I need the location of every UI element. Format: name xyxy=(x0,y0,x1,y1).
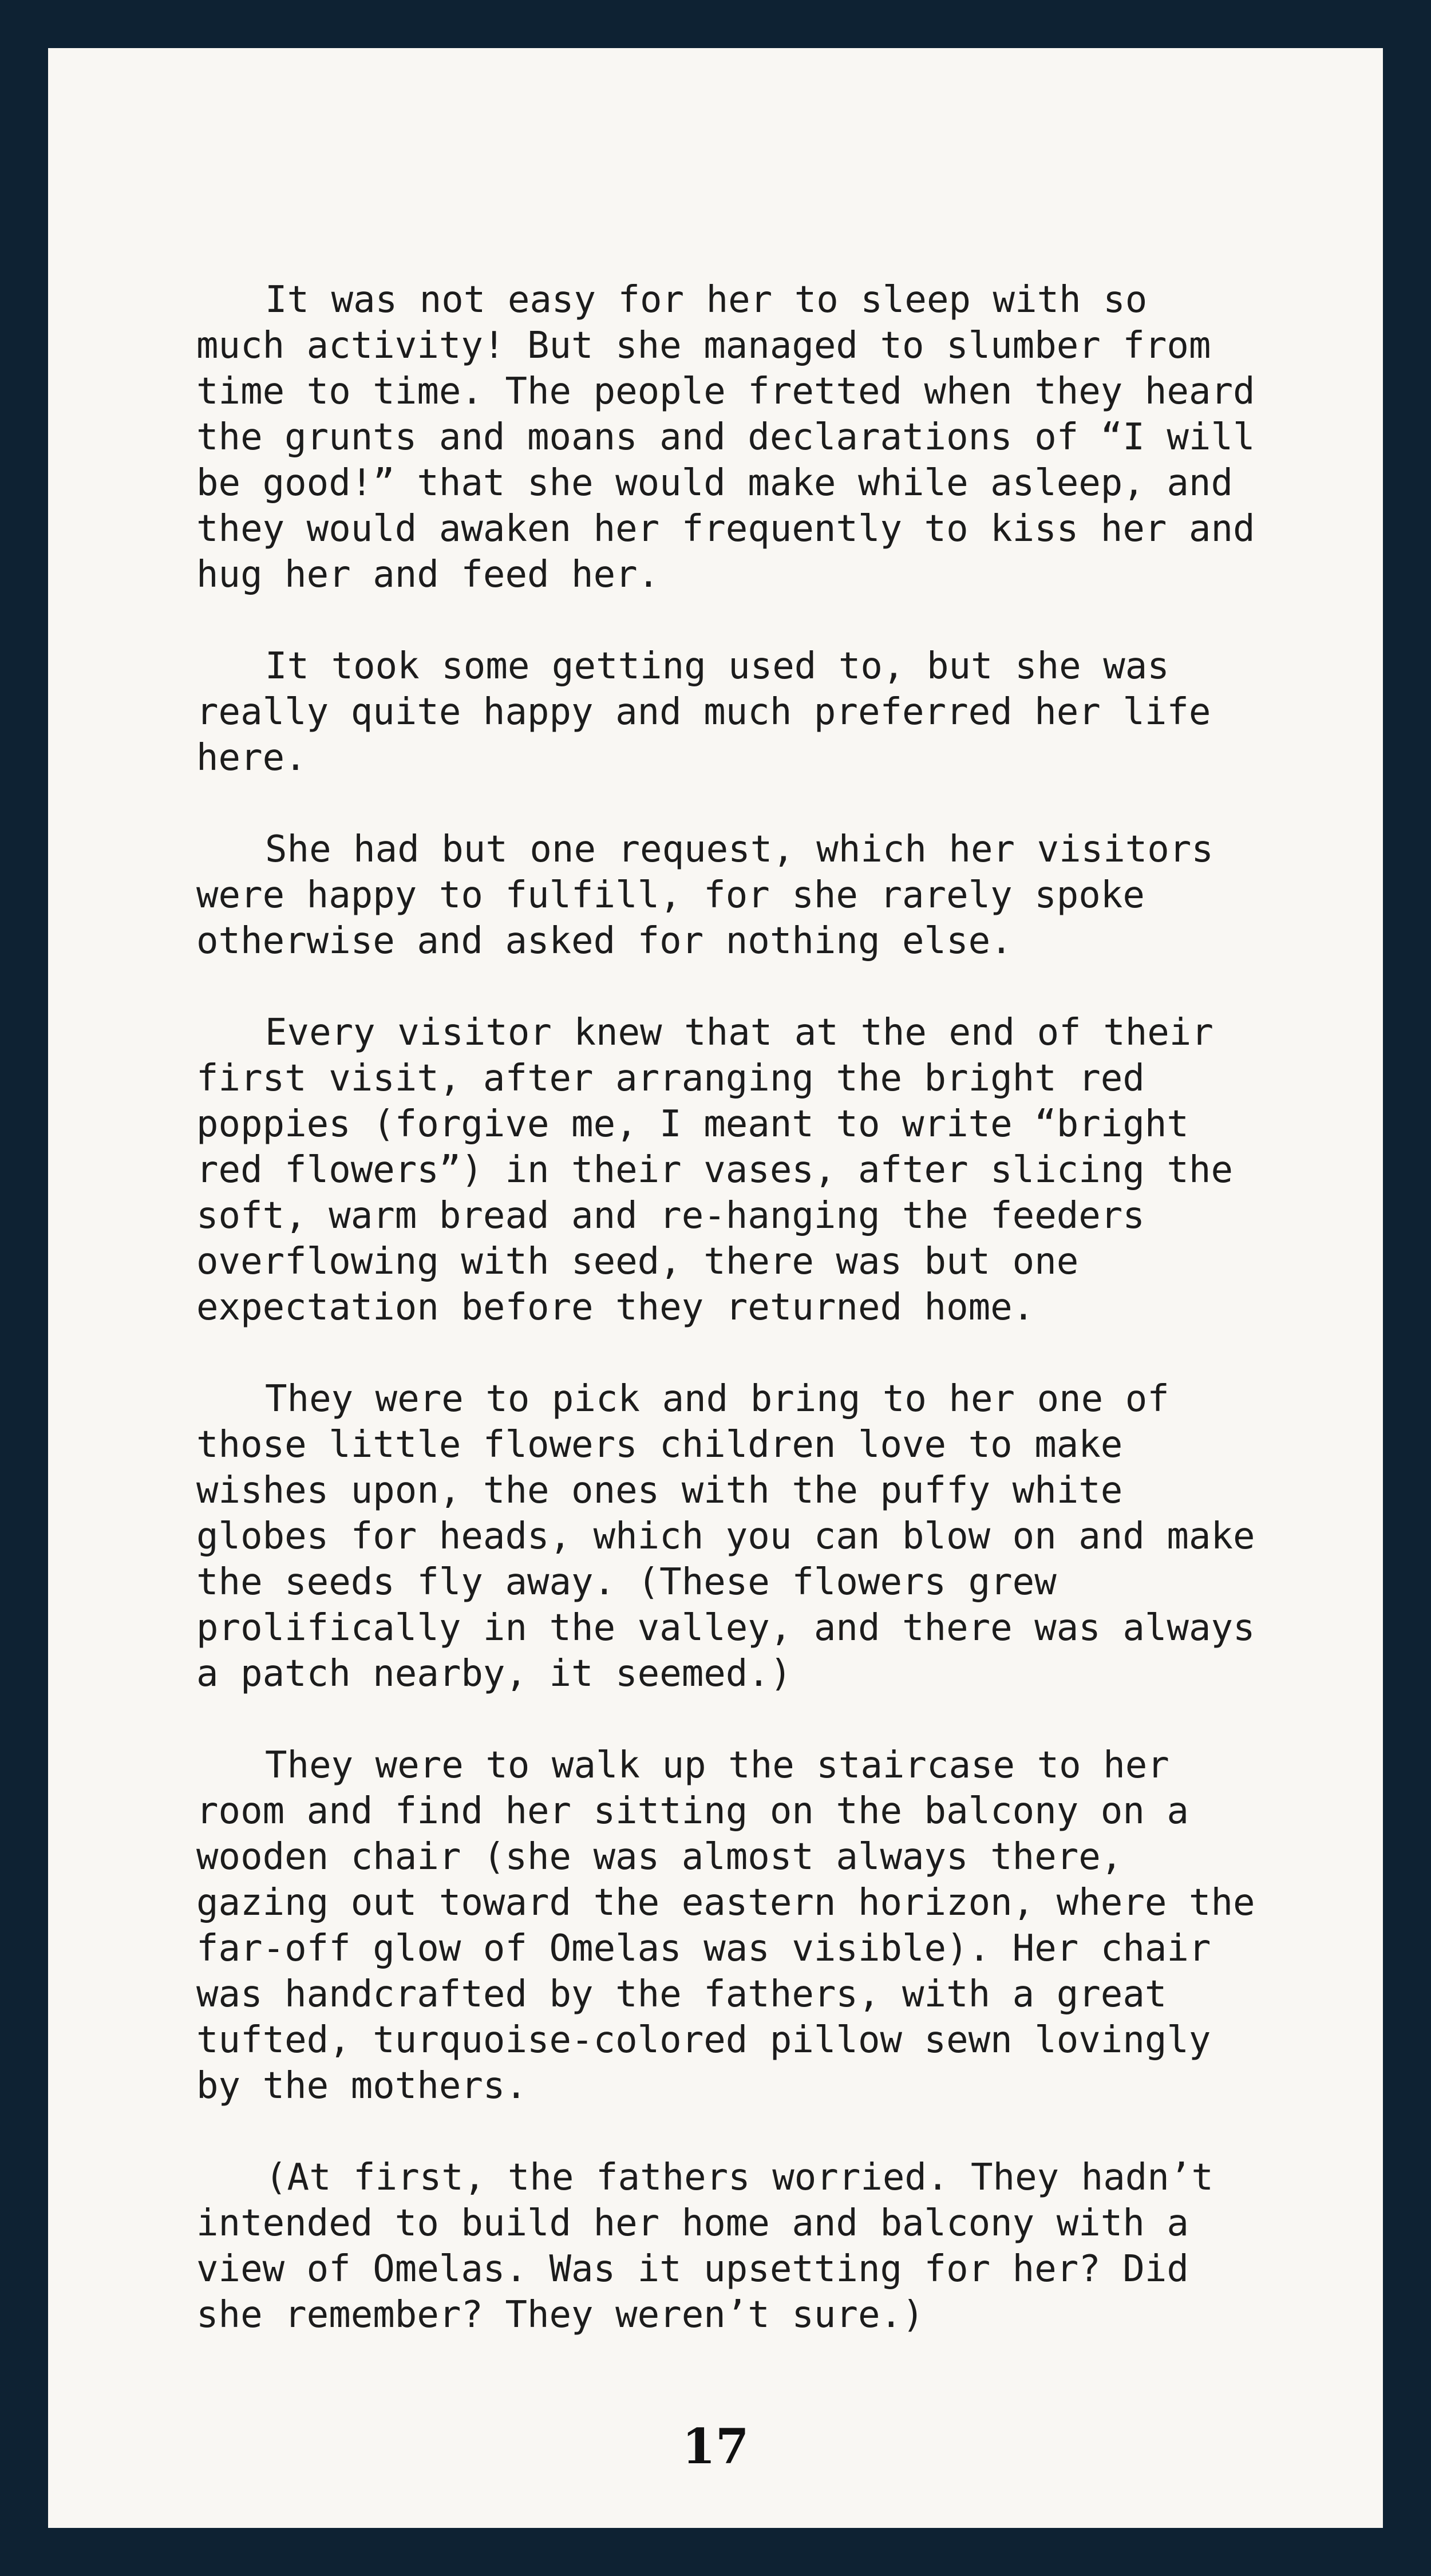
paragraph: (At first, the fathers worried. They hadn’t intended to build her home and balcony with a view of Omelas. Was it upsetting for her? Did she remember? They weren’t sure.) xyxy=(196,2156,1213,2336)
paragraph: Every visitor knew that at the end of their first visit, after arranging the bright red poppies (forgive me, I meant to write “bright red flowers”) in their vases, after slicing the soft, warm bread and re-hanging the feeders overflowing with seed, there was but one expectation before they returned home. xyxy=(196,1012,1233,1329)
book-page xyxy=(48,48,1383,2528)
paragraph: She had but one request, which her visitors were happy to fulfill, for she rarely spoke otherwise and asked for nothing else. xyxy=(196,828,1213,962)
paragraph: They were to walk up the staircase to her room and find her sitting on the balcony on a wooden chair (she was almost always there, gazing out toward the eastern horizon, where the far-off glow of Omelas was visible). Her chair was handcrafted by the fathers, with a great tufted, turquoise-colored pillow sewn lovingly by the mothers. xyxy=(196,1744,1255,2107)
page-number: 17 xyxy=(682,2418,749,2475)
paragraph: It was not easy for her to sleep with so much activity! But she managed to slumber from time to time. The people fretted when they heard the grunts and moans and declarations of “I will be good!” that she would make while asleep, and they would awaken her frequently to kiss her and hug her and feed her. xyxy=(196,279,1255,596)
paragraph: They were to pick and bring to her one of those little flowers children love to make wishes upon, the ones with the puffy white globes for heads, which you can blow on and make the seeds fly away. (These flowers grew prolifically in the valley, and there was always a patch nearby, it seemed.) xyxy=(196,1378,1255,1695)
paragraph: It took some getting used to, but she was really quite happy and much preferred her life here. xyxy=(196,645,1211,779)
body-text xyxy=(196,277,1255,2338)
